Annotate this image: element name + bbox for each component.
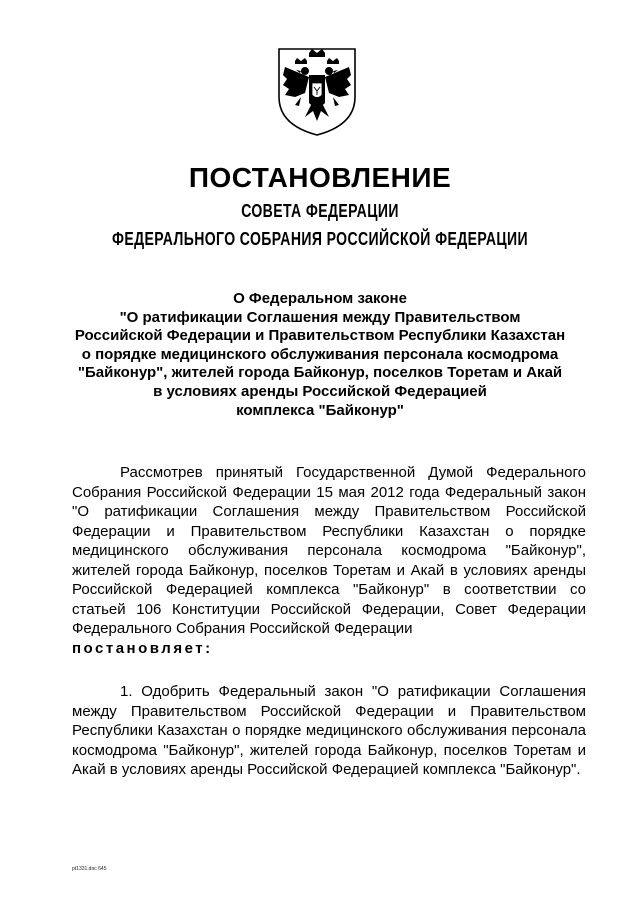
coat-of-arms-icon bbox=[275, 45, 359, 137]
document-type: ПОСТАНОВЛЕНИЕ bbox=[188, 162, 452, 193]
preamble-paragraph bbox=[72, 463, 586, 658]
issuer-line-1: СОВЕТА ФЕДЕРАЦИИ bbox=[241, 201, 399, 221]
subject-line: комплекса "Байконур" bbox=[236, 401, 404, 419]
subject-line: Российской Федерации и Правительством Республики Казахстан bbox=[74, 327, 566, 345]
file-reference: pt1331.doc 645 bbox=[72, 866, 107, 872]
subject-line: "Байконур", жителей города Байконур, поселков Торетам и Акай bbox=[77, 364, 563, 382]
subject-line: "О ратификации Соглашения между Правительством bbox=[119, 308, 521, 326]
decree-word: постановляет: bbox=[72, 639, 213, 657]
document-subject bbox=[40, 290, 600, 420]
issuer-line-2: ФЕДЕРАЛЬНОГО СОБРАНИЯ РОССИЙСКОЙ ФЕДЕРАЦИИ bbox=[111, 229, 529, 249]
subject-line: в условиях аренды Российской Федерацией bbox=[153, 382, 487, 400]
preamble-text: Рассмотрев принятый Государственной Думой Федерального Собрания Российской Федерации 15 мая 2012 года Федеральный закон "О ратификации Соглашения между Правительством Российской Федерации и Правительством Республики Казахстан о порядке медицинского обслуживания персонала космодрома "Байконур", жителей города Байконур, поселков Торетам и Акай в условиях аренды Российской Федерацией комплекса "Байконур" в соответствии со статьей 106 Конституции Российской Федерации, Совет Федерации Федерального Собрания Российской Федерации bbox=[72, 464, 586, 637]
resolution-item-1 bbox=[72, 682, 586, 780]
resolution-text: 1. Одобрить Федеральный закон "О ратификации Соглашения между Правительством Российской Федерации и Правительством Республики Казахстан о порядке медицинского обслуживания персонала космодрома "Байконур", жителей города Байконур, поселков Торетам и Акай в условиях аренды Российской Федерацией комплекса "Байконур". bbox=[72, 683, 586, 778]
subject-line: о порядке медицинского обслуживания персонала космодрома bbox=[81, 345, 559, 363]
subject-line: О Федеральном законе bbox=[233, 290, 407, 307]
